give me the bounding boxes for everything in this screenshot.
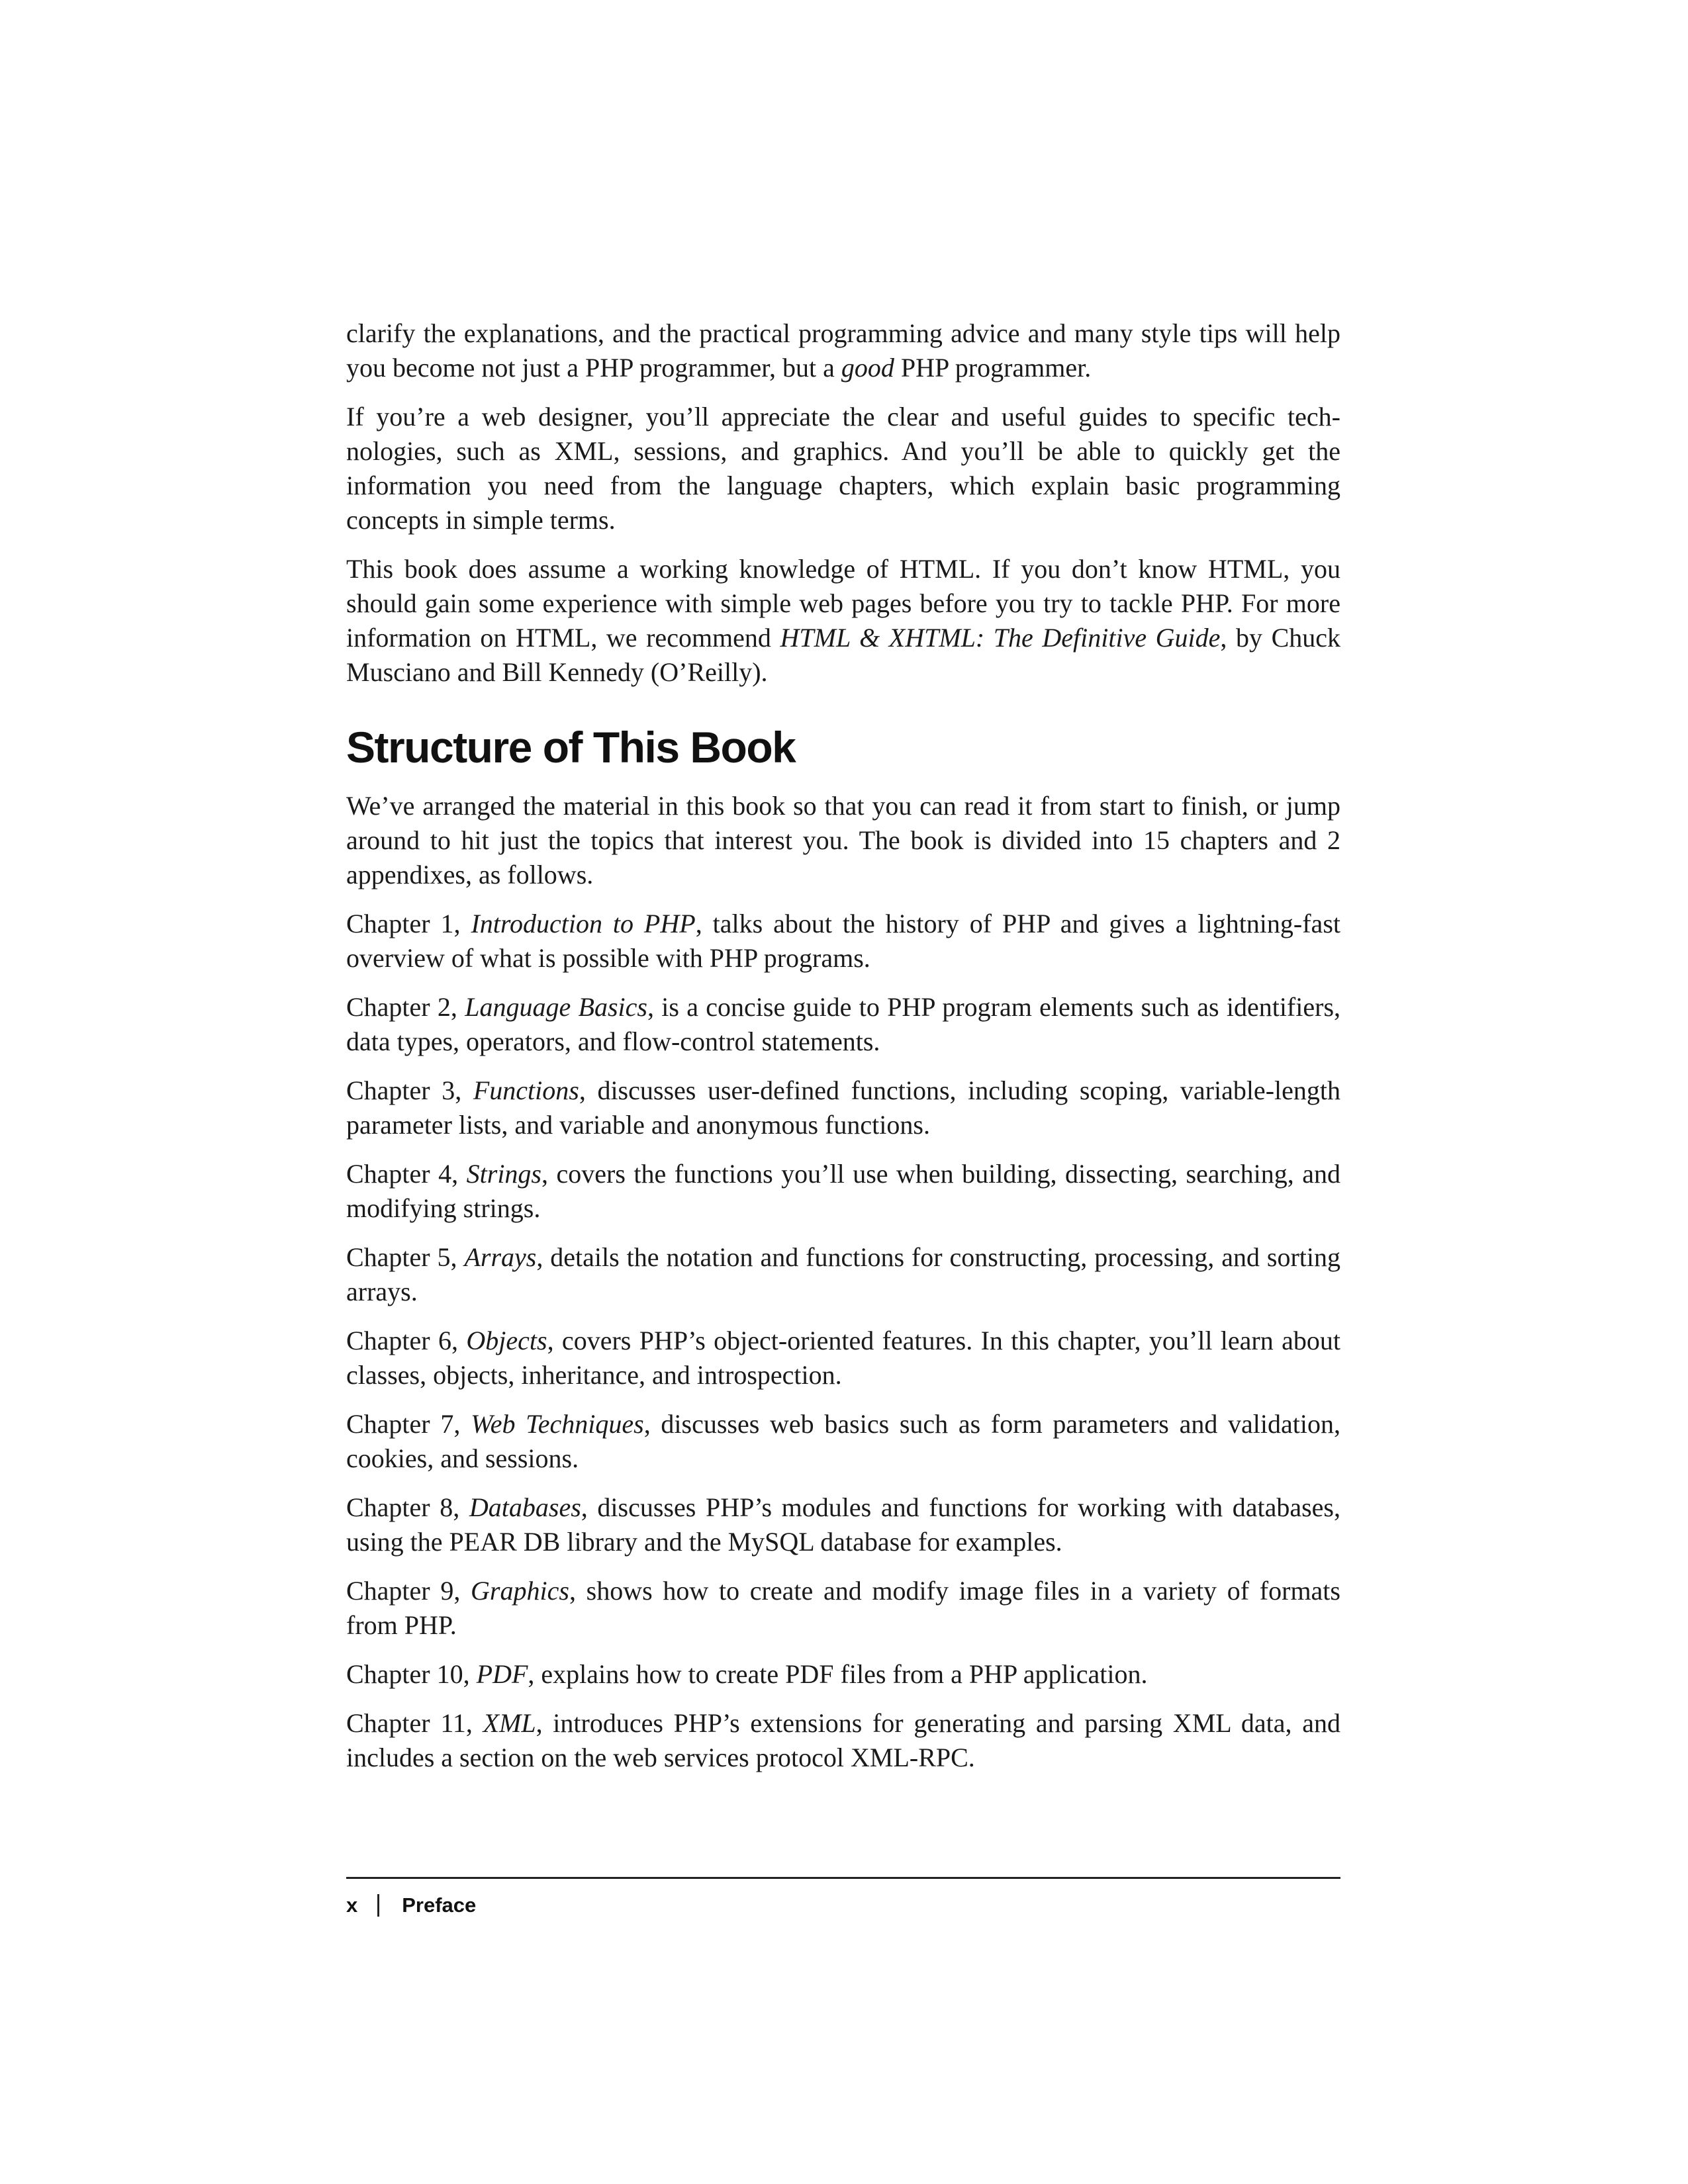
paragraph [346,1240,1340,1309]
paragraph [346,400,1340,537]
text-run: This book does assume a working knowledge of HTML. If you don’t know HTML, you should gain some experience with simple web pages before you try to tackle PHP. For more information on HTML, we recommend [346,554,1340,653]
italic-title: Language Basics [465,992,647,1022]
text-run: Chapter 2, [346,992,465,1022]
text-run: Chapter 7, [346,1409,471,1439]
structure-paragraphs [346,789,1340,1775]
page-number: x [346,1893,358,1917]
paragraph [346,907,1340,976]
paragraph [346,1407,1340,1476]
italic-title: good [841,353,894,383]
text-run: Chapter 9, [346,1576,471,1606]
text-run: , discusses user-defined functions, including scoping, variable-length parameter lists, and variable and anonymous functions. [346,1075,1340,1140]
italic-title: Functions [473,1075,579,1105]
page-footer [346,1877,1340,1917]
text-run: , covers PHP’s object-oriented features. In this chapter, you’ll learn about classes, objects, inheritance, and introspection. [346,1326,1340,1390]
text-run: , discusses PHP’s modules and functions for working with databases, using the PEAR DB library and the MySQL database for examples. [346,1492,1340,1557]
paragraph [346,990,1340,1059]
text-run: , is a concise guide to PHP program elements such as identifiers, data types, operators, and flow-control statements. [346,992,1341,1056]
italic-title: Graphics [471,1576,569,1606]
text-run: , explains how to create PDF files from a PHP application. [528,1659,1148,1689]
text-run: Chapter 3, [346,1075,473,1105]
text-run: , introduces PHP’s extensions for generating and parsing XML data, and includes a section on the web services protocol XML-RPC. [346,1708,1341,1772]
text-run: Chapter 5, [346,1242,465,1272]
italic-title: XML [483,1708,536,1738]
text-run: If you’re a web designer, you’ll appreciate the clear and useful guides to specific technologies, such as XML, sessions, and graphics. And you’ll be able to quickly get the information you need from the language chapters, which explain basic programming concepts in simple terms. [346,402,1340,535]
text-run: , details the notation and functions for constructing, processing, and sorting arrays. [346,1242,1340,1306]
italic-title: Web Techniques [471,1409,644,1439]
text-run: clarify the explanations, and the practical programming advice and many style tips will help you become not just a PHP programmer, but a [346,318,1340,383]
text-run: PHP programmer. [894,353,1092,383]
italic-title: HTML & XHTML: The Definitive Guide [780,623,1221,653]
text-run: Chapter 4, [346,1159,467,1189]
paragraph [346,1157,1340,1226]
footer-separator [377,1894,379,1917]
italic-title: Objects [466,1326,547,1355]
italic-title: Databases [469,1492,581,1522]
paragraph [346,1073,1340,1142]
text-run: , by Chuck Musciano and Bill Kennedy (O’Reilly). [346,623,1341,687]
section-heading: Structure of This Book [346,723,796,772]
italic-title: Introduction to PHP [471,909,696,938]
paragraph [346,1657,1340,1692]
text-run: Chapter 10, [346,1659,477,1689]
italic-title: Arrays [464,1242,537,1272]
text-run: , covers the functions you’ll use when building, dissecting, searching, and modifying strings. [346,1159,1340,1223]
text-run: Chapter 1, [346,909,471,938]
text-run: , talks about the history of PHP and gives a lightning-fast overview of what is possible with PHP programs. [346,909,1340,973]
italic-title: Strings [466,1159,541,1189]
running-footer-section: Preface [402,1893,477,1917]
paragraph [346,1324,1340,1392]
text-run: Chapter 8, [346,1492,469,1522]
page-body [346,316,1340,1790]
paragraph [346,1574,1340,1643]
text-run: , shows how to create and modify image files in a variety of formats from PHP. [346,1576,1340,1640]
text-run: Chapter 11, [346,1708,483,1738]
text-run: , discusses web basics such as form parameters and validation, cookies, and sessions. [346,1409,1340,1473]
text-run: We’ve arranged the material in this book so that you can read it from start to finish, or jump around to hit just the topics that interest you. The book is divided into 15 chapters and 2 appendixes, as follows. [346,791,1340,889]
intro-paragraphs [346,316,1340,690]
text-run: Chapter 6, [346,1326,467,1355]
paragraph [346,316,1340,385]
paragraph [346,552,1340,690]
paragraph [346,789,1340,892]
paragraph [346,1706,1340,1775]
italic-title: PDF [476,1659,528,1689]
paragraph [346,1490,1340,1559]
